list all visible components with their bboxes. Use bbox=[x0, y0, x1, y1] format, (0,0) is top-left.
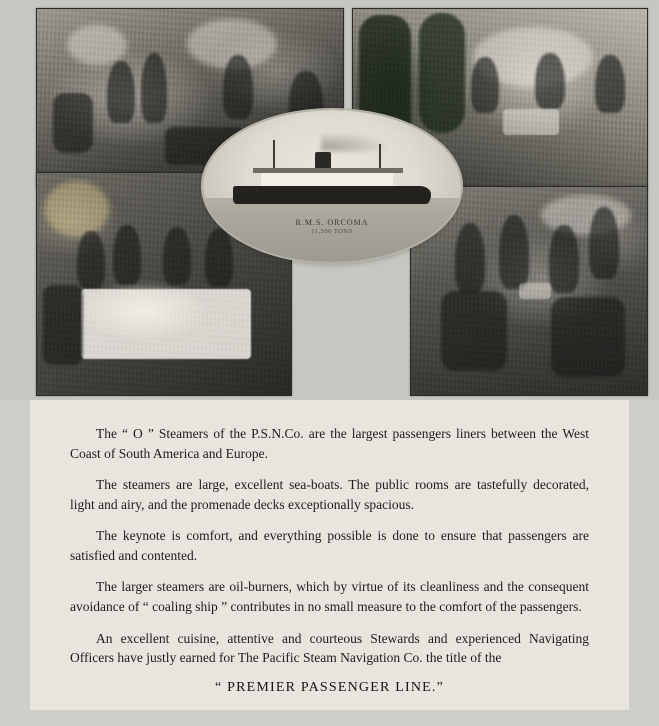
paragraph-4: The larger steamers are oil-burners, which by virtue of its cleanliness and the consequent avoidance of “ coaling ship ” contributes in no small measure to the comfort of the passengers. bbox=[70, 579, 589, 614]
ship-caption bbox=[203, 218, 461, 235]
paragraph-3: The keynote is comfort, and everything possible is done to ensure that passengers are satisfied and contented. bbox=[70, 528, 589, 563]
superstructure bbox=[261, 172, 393, 187]
hull bbox=[233, 186, 431, 204]
body-text-panel bbox=[30, 400, 629, 710]
ship-portrait-vignette bbox=[203, 110, 461, 262]
paragraph-2: The steamers are large, excellent sea-boats. The public rooms are tastefully decorated, light and airy, and the promenade decks exceptionally spacious. bbox=[70, 477, 589, 512]
tagline: “ PREMIER PASSENGER LINE.” bbox=[214, 679, 445, 695]
ship-tonnage: 11,500 TONS bbox=[311, 228, 353, 235]
deck-line bbox=[253, 168, 403, 173]
paragraph-5: An excellent cuisine, attentive and courteous Stewards and experienced Navigating Officers have justly earned for The Pacific Steam Navigation Co. the title of the bbox=[70, 630, 589, 666]
ship-name: R.M.S. ORCOMA bbox=[295, 218, 369, 227]
paragraph-1: The “ O ” Steamers of the P.S.N.Co. are the largest passengers liners between the West Coast of South America and Europe. bbox=[70, 426, 589, 461]
